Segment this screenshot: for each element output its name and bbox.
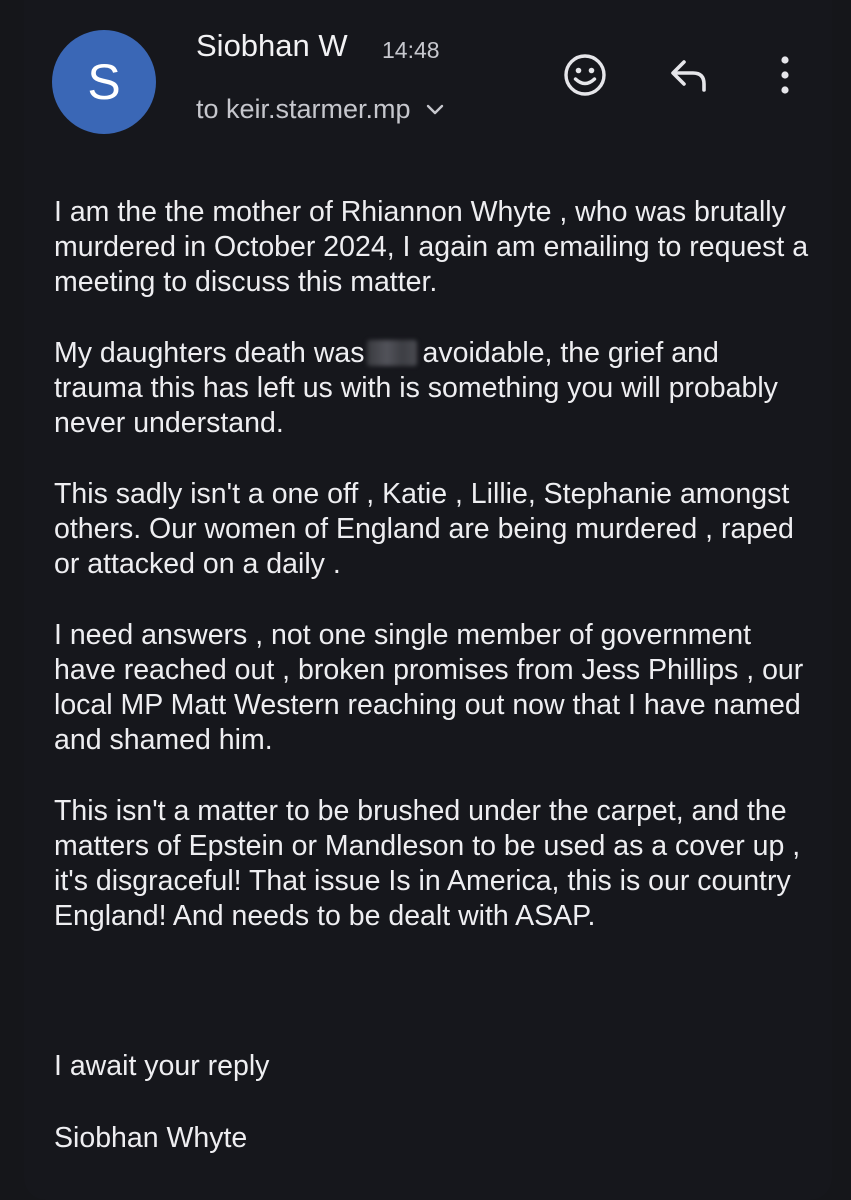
chevron-down-icon[interactable]: [425, 103, 445, 117]
emoji-reaction-icon: [562, 52, 608, 98]
body-paragraph-3: This sadly isn't a one off , Katie , Lillie, Stephanie amongst others. Our women of England are being murdered , raped or attacked on a daily .: [54, 478, 794, 580]
timestamp: 14:48: [382, 37, 440, 63]
recipient-line[interactable]: [196, 94, 445, 125]
sender-name[interactable]: Siobhan W: [196, 28, 348, 63]
recipient-label: to keir.starmer.mp: [196, 94, 411, 124]
body-paragraph-4: I need answers , not one single member of government have reached out , broken promises from Jess Phillips , our local MP Matt Western reaching out now that I have named and shamed him.: [54, 619, 804, 756]
closing-line: I await your reply: [54, 1050, 270, 1082]
redacted-word: [367, 340, 417, 366]
body-paragraph-5: This isn't a matter to be brushed under the carpet, and the matters of Epstein or Mandleson to be used as a cover up , it's disgraceful! That issue Is in America, this is our country England! And needs to be dealt with ASAP.: [54, 795, 801, 932]
body-paragraph-1: I am the the mother of Rhiannon Whyte , who was brutally murdered in October 2024, I again am emailing to request a meeting to discuss this matter.: [54, 196, 809, 298]
body-paragraph-2: [54, 336, 814, 441]
more-options-icon: [778, 53, 792, 97]
avatar[interactable]: S: [52, 30, 156, 134]
emoji-reaction-button[interactable]: [560, 50, 610, 100]
email-body: [54, 195, 814, 970]
body-paragraph-2-start: My daughters death was: [54, 337, 365, 369]
reply-button[interactable]: [664, 50, 714, 100]
signature: Siobhan Whyte: [54, 1122, 248, 1154]
reply-icon: [666, 55, 712, 95]
body-paragraph-2-end: avoidable, the grief and trauma this has left us with is something you will probably never understand.: [54, 337, 778, 439]
more-options-button[interactable]: [760, 50, 810, 100]
